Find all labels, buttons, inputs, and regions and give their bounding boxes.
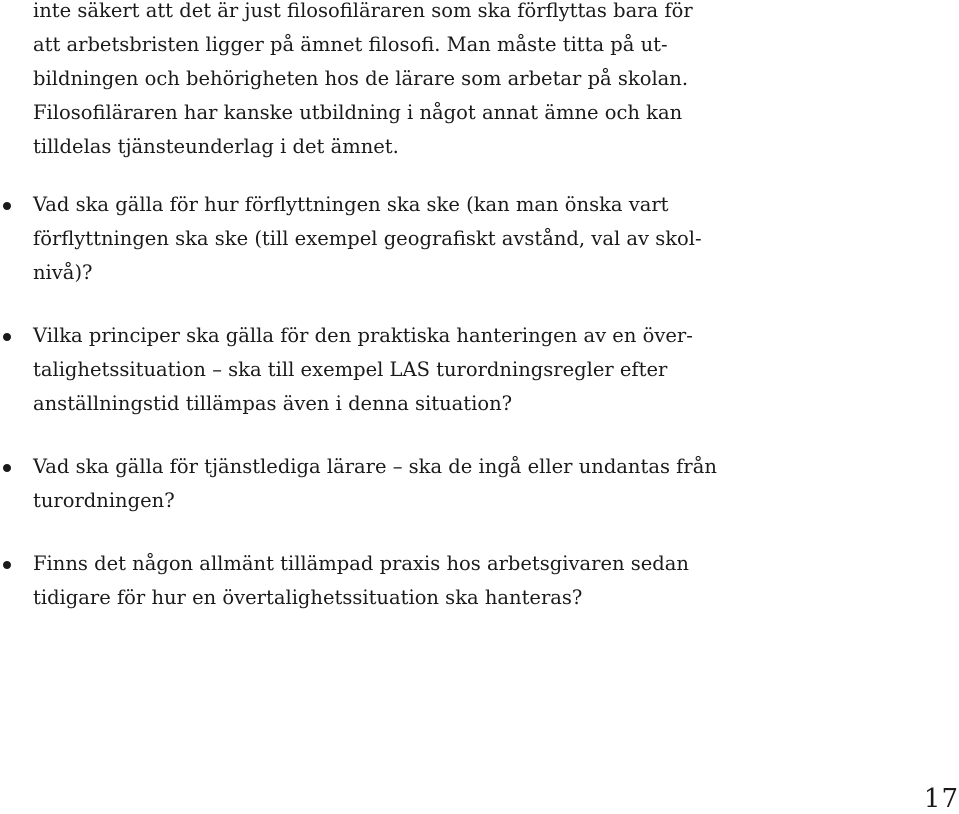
paragraph-line: att arbetsbristen ligger på ämnet filosofi. Man måste titta på ut- <box>33 33 668 56</box>
bullet-line: turordningen? <box>33 489 175 512</box>
intro-paragraph <box>33 0 693 164</box>
bullet-line: Vad ska gälla för hur förflyttningen ska ske (kan man önska vart <box>33 193 669 216</box>
bullet-list <box>0 188 720 644</box>
paragraph-line: tilldelas tjänsteunderlag i det ämnet. <box>33 135 399 158</box>
bullet-text <box>33 188 713 290</box>
bullet-dot-icon <box>3 202 11 210</box>
paragraph-line: Filosofiläraren har kanske utbildning i något annat ämne och kan <box>33 101 683 124</box>
bullet-line: anställningstid tillämpas även i denna situation? <box>33 392 513 415</box>
bullet-text <box>33 547 713 615</box>
bullet-line: tidigare för hur en övertalighetssituation ska hanteras? <box>33 586 583 609</box>
bullet-line: Vad ska gälla för tjänstlediga lärare – ska de ingå eller undantas från <box>33 455 717 478</box>
paragraph-line: inte säkert att det är just filosofiläraren som ska förflyttas bara för <box>33 0 693 22</box>
bullet-text <box>33 319 713 421</box>
bullet-line: talighetssituation – ska till exempel LAS turordningsregler efter <box>33 358 668 381</box>
bullet-dot-icon <box>3 561 11 569</box>
bullet-dot-icon <box>3 333 11 341</box>
bullet-line: nivå)? <box>33 261 93 284</box>
bullet-item <box>0 547 720 615</box>
bullet-item <box>0 188 720 290</box>
bullet-item <box>0 450 720 518</box>
bullet-item <box>0 319 720 421</box>
bullet-line: Vilka principer ska gälla för den praktiska hanteringen av en över- <box>33 324 693 347</box>
page-number: 17 <box>923 784 959 814</box>
bullet-line: förflyttningen ska ske (till exempel geografiskt avstånd, val av skol- <box>33 227 702 250</box>
paragraph-line: bildningen och behörigheten hos de lärare som arbetar på skolan. <box>33 67 689 90</box>
bullet-text <box>33 450 717 518</box>
bullet-dot-icon <box>3 464 11 472</box>
bullet-line: Finns det någon allmänt tillämpad praxis hos arbetsgivaren sedan <box>33 552 689 575</box>
